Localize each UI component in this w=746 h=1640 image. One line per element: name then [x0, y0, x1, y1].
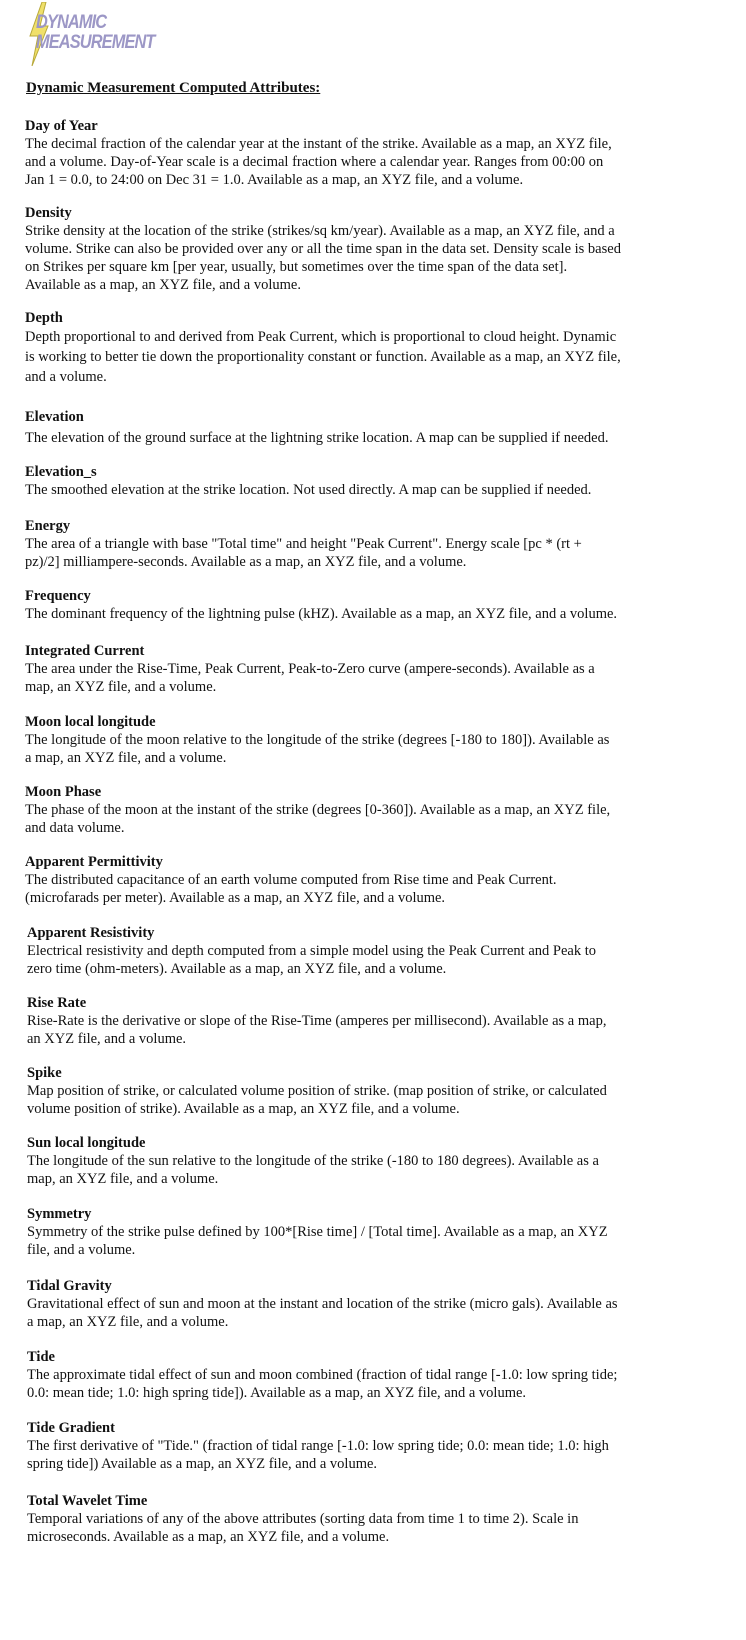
- entry-body: The area under the Rise-Time, Peak Current, Peak-to-Zero curve (ampere-seconds). Available as a map, an XYZ file, and a volume.: [25, 661, 595, 695]
- entry-body: Electrical resistivity and depth computed from a simple model using the Peak Current and Peak to zero time (ohm-meters). Available as a map, an XYZ file, and a volume.: [27, 943, 596, 977]
- entry-frequency: [25, 587, 717, 623]
- entry-title: Integrated Current: [25, 643, 145, 659]
- entry-elevation-s: [25, 463, 717, 499]
- entry-integrated-current: [25, 642, 717, 696]
- entry-body: Symmetry of the strike pulse defined by 100*[Rise time] / [Total time]. Available as a map, an XYZ file, and a volume.: [27, 1224, 608, 1258]
- entry-title: Density: [25, 205, 72, 221]
- entry-moon-local-longitude: [25, 713, 717, 767]
- entry-body: The longitude of the sun relative to the longitude of the strike (-180 to 180 degrees). Available as a map, an XYZ file, and a volume.: [27, 1153, 599, 1187]
- entry-tidal-gravity: [27, 1277, 719, 1331]
- entry-title: Elevation: [25, 409, 84, 425]
- entry-title: Rise Rate: [27, 995, 87, 1011]
- entry-title: Sun local longitude: [27, 1135, 146, 1151]
- entry-body: The decimal fraction of the calendar year at the instant of the strike. Available as a map, an XYZ file, and a volume. Day-of-Year scale is a decimal fraction where a calendar year. Ranges from 00:00 on Jan 1 = 0.0, to 24:00 on Dec 31 = 1.0. Available as a map, an XYZ file, and a volume.: [25, 136, 612, 188]
- entry-title: Total Wavelet Time: [27, 1493, 148, 1509]
- entry-title: Apparent Permittivity: [25, 854, 163, 870]
- entry-energy: [25, 517, 717, 571]
- entry-title: Tidal Gravity: [27, 1278, 112, 1294]
- entry-body: Gravitational effect of sun and moon at the instant and location of the strike (micro gals). Available as a map, an XYZ file, and a volume.: [27, 1296, 618, 1330]
- entry-title: Tide: [27, 1349, 55, 1365]
- entry-sun-local-longitude: [27, 1134, 719, 1188]
- entry-body: Temporal variations of any of the above attributes (sorting data from time 1 to time 2). Scale in microseconds. Available as a map, an XYZ file, and a volume.: [27, 1511, 579, 1545]
- entry-body: Strike density at the location of the strike (strikes/sq km/year). Available as a map, an XYZ file, and a volume. Strike can also be provided over any or all the time span in the data set. Density scale is based on Strikes per square km [per year, usually, but sometimes over the time span of the data set]. Available as a map, an XYZ file, and a volume.: [25, 223, 621, 293]
- entry-symmetry: [27, 1205, 719, 1259]
- entry-title: Apparent Resistivity: [27, 925, 155, 941]
- entry-title: Depth: [25, 310, 63, 326]
- entry-depth: [25, 309, 717, 387]
- entry-body: The elevation of the ground surface at the lightning strike location. A map can be supplied if needed.: [25, 430, 609, 446]
- entry-apparent-permittivity: [25, 853, 717, 907]
- entry-total-wavelet-time: [27, 1492, 719, 1546]
- entry-body: The longitude of the moon relative to the longitude of the strike (degrees [-180 to 180]). Available as a map, an XYZ file, and a volume.: [25, 732, 610, 766]
- entry-title: Moon local longitude: [25, 714, 156, 730]
- entry-title: Tide Gradient: [27, 1420, 115, 1436]
- entry-title: Day of Year: [25, 118, 98, 134]
- entry-title: Symmetry: [27, 1206, 92, 1222]
- entry-title: Energy: [25, 518, 71, 534]
- entry-title: Frequency: [25, 588, 91, 604]
- entry-title: Elevation_s: [25, 464, 97, 480]
- entry-rise-rate: [27, 994, 719, 1048]
- entry-title: Spike: [27, 1065, 62, 1081]
- document-title: Dynamic Measurement Computed Attributes:: [26, 80, 321, 96]
- entry-title: Moon Phase: [25, 784, 102, 800]
- entry-day-of-year: [25, 117, 717, 189]
- entry-body: The first derivative of "Tide." (fraction of tidal range [-1.0: low spring tide; 0.0: mean tide; 1.0: high spring tide]) Available as a map, an XYZ file, and a volume.: [27, 1438, 609, 1472]
- entry-moon-phase: [25, 783, 717, 837]
- entry-body: The smoothed elevation at the strike location. Not used directly. A map can be supplied if needed.: [25, 482, 592, 498]
- entry-density: [25, 204, 717, 294]
- entry-tide-gradient: [27, 1419, 719, 1473]
- logo-line-2: MEASUREMENT: [36, 32, 155, 53]
- logo-line-1: DYNAMIC: [36, 12, 107, 33]
- entry-body: The dominant frequency of the lightning pulse (kHZ). Available as a map, an XYZ file, and a volume.: [25, 606, 618, 622]
- company-logo: [28, 2, 178, 68]
- entry-body: Depth proportional to and derived from Peak Current, which is proportional to cloud height. Dynamic is working to better tie down the proportionality constant or function. Available as a map, an XYZ file, and a volume.: [25, 329, 621, 385]
- entry-body: The distributed capacitance of an earth volume computed from Rise time and Peak Current. (microfarads per meter). Available as a map, an XYZ file, and a volume.: [25, 872, 557, 906]
- entry-body: Map position of strike, or calculated volume position of strike. (map position of strike, or calculated volume position of strike). Available as a map, an XYZ file, and a volume.: [27, 1083, 607, 1117]
- entry-body: The area of a triangle with base "Total time" and height "Peak Current". Energy scale [pc * (rt + pz)/2] milliampere-seconds. Available as a map, an XYZ file, and a volume.: [25, 536, 582, 570]
- entry-body: Rise-Rate is the derivative or slope of the Rise-Time (amperes per millisecond). Available as a map, an XYZ file, and a volume.: [27, 1013, 607, 1047]
- entry-body: The approximate tidal effect of sun and moon combined (fraction of tidal range [-1.0: low spring tide; 0.0: mean tide; 1.0: high spring tide]). Available as a map, an XYZ file, and a volume.: [27, 1367, 618, 1401]
- entry-tide: [27, 1348, 719, 1402]
- entry-spike: [27, 1064, 719, 1118]
- entry-apparent-resistivity: [27, 924, 719, 978]
- entry-elevation: [25, 408, 717, 447]
- entry-body: The phase of the moon at the instant of the strike (degrees [0-360]). Available as a map, an XYZ file, and data volume.: [25, 802, 611, 836]
